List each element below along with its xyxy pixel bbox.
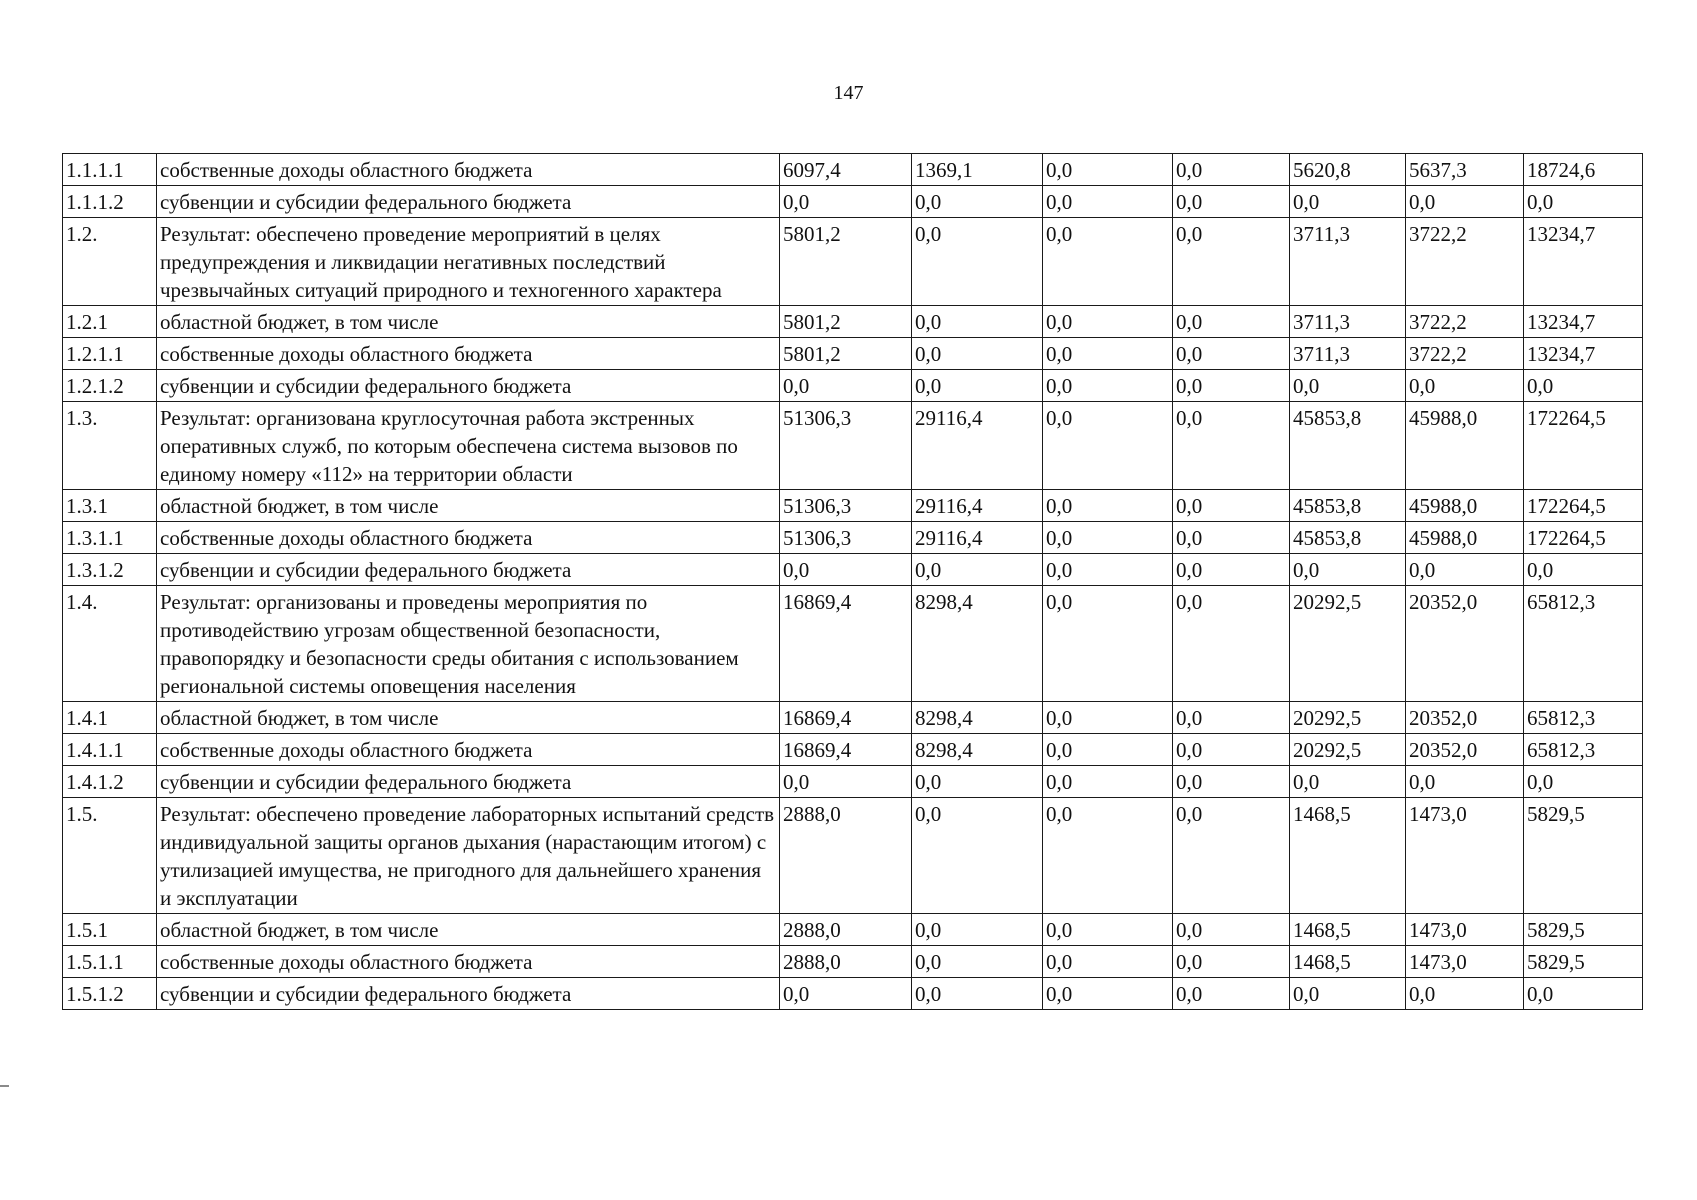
row-value: 2888,0: [780, 798, 912, 914]
row-value: 0,0: [912, 218, 1043, 306]
row-code: 1.4.1: [63, 702, 157, 734]
row-code: 1.3.1.2: [63, 554, 157, 586]
row-name: субвенции и субсидии федерального бюджета: [157, 978, 780, 1010]
row-value: 0,0: [1043, 338, 1173, 370]
row-value: 0,0: [1173, 766, 1290, 798]
row-code: 1.3.: [63, 402, 157, 490]
row-value: 0,0: [1290, 766, 1406, 798]
table-row: [63, 586, 1643, 702]
row-value: 0,0: [1173, 186, 1290, 218]
row-value: 0,0: [1043, 154, 1173, 186]
row-value: 0,0: [1043, 490, 1173, 522]
table-row: [63, 766, 1643, 798]
row-value: 3711,3: [1290, 306, 1406, 338]
row-name: собственные доходы областного бюджета: [157, 734, 780, 766]
row-value: 29116,4: [912, 402, 1043, 490]
row-value: 51306,3: [780, 402, 912, 490]
row-value: 172264,5: [1524, 402, 1643, 490]
row-value: 0,0: [1173, 370, 1290, 402]
row-value: 0,0: [1173, 554, 1290, 586]
row-name: собственные доходы областного бюджета: [157, 946, 780, 978]
row-value: 8298,4: [912, 702, 1043, 734]
row-value: 20292,5: [1290, 702, 1406, 734]
row-value: 0,0: [1406, 978, 1524, 1010]
row-value: 45853,8: [1290, 490, 1406, 522]
row-code: 1.5.1.1: [63, 946, 157, 978]
row-value: 16869,4: [780, 702, 912, 734]
row-value: 0,0: [1043, 766, 1173, 798]
row-value: 0,0: [1043, 978, 1173, 1010]
row-value: 0,0: [1173, 306, 1290, 338]
table-row: [63, 490, 1643, 522]
table-row: [63, 554, 1643, 586]
row-code: 1.2.1.2: [63, 370, 157, 402]
row-value: 65812,3: [1524, 734, 1643, 766]
row-code: 1.3.1.1: [63, 522, 157, 554]
row-value: 45988,0: [1406, 490, 1524, 522]
row-value: 0,0: [1043, 370, 1173, 402]
row-value: 0,0: [780, 766, 912, 798]
table-row: [63, 734, 1643, 766]
row-name: Результат: организована круглосуточная работа экстренных оперативных служб, по которым обеспечена система вызовов по единому номеру «112» на территории области: [157, 402, 780, 490]
row-value: 0,0: [1173, 402, 1290, 490]
row-code: 1.4.: [63, 586, 157, 702]
row-value: 0,0: [912, 766, 1043, 798]
row-value: 51306,3: [780, 490, 912, 522]
row-value: 0,0: [912, 978, 1043, 1010]
row-name: областной бюджет, в том числе: [157, 306, 780, 338]
row-value: 1473,0: [1406, 914, 1524, 946]
row-name: субвенции и субсидии федерального бюджета: [157, 766, 780, 798]
row-value: 5801,2: [780, 218, 912, 306]
row-value: 0,0: [1173, 734, 1290, 766]
row-value: 1468,5: [1290, 946, 1406, 978]
row-name: областной бюджет, в том числе: [157, 702, 780, 734]
table-row: [63, 522, 1643, 554]
row-value: 20352,0: [1406, 586, 1524, 702]
row-value: 5829,5: [1524, 798, 1643, 914]
row-value: 65812,3: [1524, 586, 1643, 702]
row-value: 0,0: [1173, 522, 1290, 554]
table-row: [63, 914, 1643, 946]
row-value: 8298,4: [912, 734, 1043, 766]
row-code: 1.5.1.2: [63, 978, 157, 1010]
table-row: [63, 154, 1643, 186]
row-value: 5829,5: [1524, 946, 1643, 978]
row-value: 0,0: [1290, 186, 1406, 218]
row-value: 0,0: [1524, 978, 1643, 1010]
row-value: 0,0: [780, 978, 912, 1010]
row-value: 20352,0: [1406, 734, 1524, 766]
row-code: 1.2.1.1: [63, 338, 157, 370]
row-name: областной бюджет, в том числе: [157, 914, 780, 946]
row-value: 0,0: [912, 554, 1043, 586]
row-value: 0,0: [1173, 586, 1290, 702]
row-value: 3711,3: [1290, 338, 1406, 370]
row-value: 20352,0: [1406, 702, 1524, 734]
row-value: 45988,0: [1406, 402, 1524, 490]
table-row: [63, 798, 1643, 914]
row-value: 0,0: [1043, 702, 1173, 734]
row-value: 16869,4: [780, 734, 912, 766]
row-value: 1473,0: [1406, 946, 1524, 978]
row-value: 0,0: [1043, 218, 1173, 306]
row-value: 0,0: [912, 798, 1043, 914]
budget-table: [62, 153, 1643, 1010]
row-value: 0,0: [1173, 702, 1290, 734]
row-value: 0,0: [1043, 186, 1173, 218]
table-row: [63, 370, 1643, 402]
table-body: [63, 154, 1643, 1010]
row-value: 0,0: [1173, 338, 1290, 370]
row-value: 3711,3: [1290, 218, 1406, 306]
row-name: собственные доходы областного бюджета: [157, 338, 780, 370]
row-value: 0,0: [780, 186, 912, 218]
row-value: 0,0: [1043, 798, 1173, 914]
row-value: 13234,7: [1524, 338, 1643, 370]
row-value: 0,0: [1406, 186, 1524, 218]
row-value: 0,0: [912, 914, 1043, 946]
row-value: 0,0: [1173, 946, 1290, 978]
row-name: собственные доходы областного бюджета: [157, 522, 780, 554]
row-value: 0,0: [1173, 798, 1290, 914]
row-value: 6097,4: [780, 154, 912, 186]
row-name: собственные доходы областного бюджета: [157, 154, 780, 186]
row-value: 5801,2: [780, 338, 912, 370]
row-value: 0,0: [1043, 914, 1173, 946]
row-value: 0,0: [1043, 586, 1173, 702]
row-value: 5620,8: [1290, 154, 1406, 186]
row-value: 0,0: [1173, 978, 1290, 1010]
row-value: 0,0: [780, 554, 912, 586]
row-value: 0,0: [912, 370, 1043, 402]
row-value: 0,0: [1043, 734, 1173, 766]
row-value: 0,0: [1043, 306, 1173, 338]
row-value: 20292,5: [1290, 734, 1406, 766]
row-value: 0,0: [912, 338, 1043, 370]
row-value: 0,0: [1524, 186, 1643, 218]
row-value: 172264,5: [1524, 522, 1643, 554]
row-value: 18724,6: [1524, 154, 1643, 186]
row-value: 0,0: [1173, 914, 1290, 946]
row-value: 0,0: [1290, 370, 1406, 402]
table-row: [63, 702, 1643, 734]
row-name: Результат: обеспечено проведение лабораторных испытаний средств индивидуальной защиты органов дыхания (нарастающим итогом) с утилизацией имущества, не пригодного для дальнейшего хранения и эксплуатации: [157, 798, 780, 914]
table-row: [63, 946, 1643, 978]
row-value: 5637,3: [1406, 154, 1524, 186]
row-value: 0,0: [1406, 766, 1524, 798]
row-value: 0,0: [1043, 522, 1173, 554]
row-value: 1369,1: [912, 154, 1043, 186]
row-value: 0,0: [1524, 766, 1643, 798]
row-code: 1.5.1: [63, 914, 157, 946]
row-value: 0,0: [1524, 370, 1643, 402]
row-code: 1.2.1: [63, 306, 157, 338]
table-row: [63, 186, 1643, 218]
row-value: 0,0: [1406, 554, 1524, 586]
page-number: 147: [833, 82, 864, 104]
row-value: 0,0: [1043, 402, 1173, 490]
row-value: 0,0: [1043, 554, 1173, 586]
row-value: 172264,5: [1524, 490, 1643, 522]
row-name: Результат: организованы и проведены мероприятия по противодействию угрозам общественной безопасности, правопорядку и безопасности среды обитания с использованием региональной системы оповещения населения: [157, 586, 780, 702]
row-value: 2888,0: [780, 946, 912, 978]
row-value: 1473,0: [1406, 798, 1524, 914]
row-code: 1.4.1.1: [63, 734, 157, 766]
row-code: 1.2.: [63, 218, 157, 306]
row-value: 1468,5: [1290, 798, 1406, 914]
row-value: 0,0: [1173, 154, 1290, 186]
row-code: 1.3.1: [63, 490, 157, 522]
row-value: 3722,2: [1406, 306, 1524, 338]
scan-mark: [0, 1085, 9, 1087]
row-value: 8298,4: [912, 586, 1043, 702]
row-value: 0,0: [1290, 554, 1406, 586]
row-value: 0,0: [912, 946, 1043, 978]
row-name: субвенции и субсидии федерального бюджета: [157, 186, 780, 218]
row-name: Результат: обеспечено проведение мероприятий в целях предупреждения и ликвидации негативных последствий чрезвычайных ситуаций природного и техногенного характера: [157, 218, 780, 306]
table-row: [63, 978, 1643, 1010]
row-value: 0,0: [1173, 490, 1290, 522]
row-name: областной бюджет, в том числе: [157, 490, 780, 522]
row-code: 1.5.: [63, 798, 157, 914]
table-row: [63, 306, 1643, 338]
row-code: 1.4.1.2: [63, 766, 157, 798]
row-value: 29116,4: [912, 522, 1043, 554]
row-value: 20292,5: [1290, 586, 1406, 702]
row-value: 0,0: [912, 306, 1043, 338]
row-value: 51306,3: [780, 522, 912, 554]
row-value: 0,0: [1524, 554, 1643, 586]
row-value: 3722,2: [1406, 218, 1524, 306]
row-value: 29116,4: [912, 490, 1043, 522]
row-value: 5801,2: [780, 306, 912, 338]
row-value: 0,0: [780, 370, 912, 402]
table-row: [63, 338, 1643, 370]
row-value: 0,0: [1290, 978, 1406, 1010]
table-row: [63, 402, 1643, 490]
row-value: 13234,7: [1524, 218, 1643, 306]
row-name: субвенции и субсидии федерального бюджета: [157, 370, 780, 402]
table-row: [63, 218, 1643, 306]
row-code: 1.1.1.2: [63, 186, 157, 218]
row-value: 0,0: [1043, 946, 1173, 978]
row-value: 65812,3: [1524, 702, 1643, 734]
row-value: 13234,7: [1524, 306, 1643, 338]
row-value: 16869,4: [780, 586, 912, 702]
row-value: 0,0: [1173, 218, 1290, 306]
row-code: 1.1.1.1: [63, 154, 157, 186]
row-value: 2888,0: [780, 914, 912, 946]
row-value: 1468,5: [1290, 914, 1406, 946]
row-value: 5829,5: [1524, 914, 1643, 946]
row-value: 45853,8: [1290, 402, 1406, 490]
row-value: 45853,8: [1290, 522, 1406, 554]
row-value: 3722,2: [1406, 338, 1524, 370]
row-name: субвенции и субсидии федерального бюджета: [157, 554, 780, 586]
row-value: 0,0: [1406, 370, 1524, 402]
row-value: 0,0: [912, 186, 1043, 218]
row-value: 45988,0: [1406, 522, 1524, 554]
